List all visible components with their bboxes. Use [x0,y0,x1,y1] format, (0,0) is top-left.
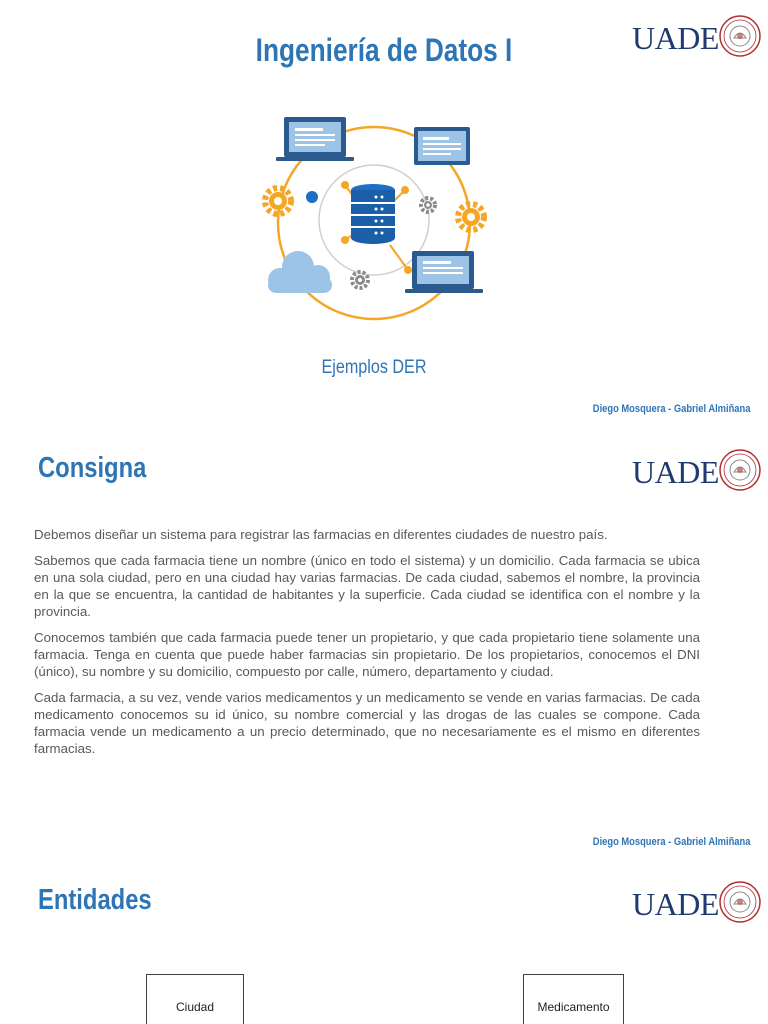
logo-text: UADE [632,886,719,922]
university-seal-icon [718,14,762,58]
paragraph: Sabemos que cada farmacia tiene un nombre (único en todo el sistema) y un domicilio. Cada farmacia se ubica en una sola ciudad, pero en una ciudad hay varias farmacias. De cada ciudad, sabemos el nombre, la provincia en la que se encuentra, la cantidad de habitantes y la superficie. Cada ciudad se identifica con el nombre y la provincia. [34,553,700,619]
uade-logo [632,880,762,934]
entity-medicamento: Medicamento [523,974,624,1024]
paragraph: Cada farmacia, a su vez, vende varios medicamentos y un medicamento se vende en varias farmacias. De cada medicamento conocemos su id único, su nombre comercial y las drogas de las cuales se compone. Cada farmacia vende un medicamento a un precio determinado, que no necesariamente es el mismo en diferentes farmacias. [34,690,700,756]
slide-title: Consigna [38,452,147,484]
university-seal-icon [718,448,762,492]
slide-entidades [0,864,768,1024]
presentation-subtitle: Ejemplos DER [321,357,427,378]
authors-footer: Diego Mosquera - Gabriel Almiñana [592,403,750,415]
paragraph: Conocemos también que cada farmacia puede tener un propietario, y que cada propietario tiene solamente una farmacia. Tenga en cuenta que puede haber farmacias sin propietario. De los propietarios, conocemos el DNI (único), su nombre y su domicilio, compuesto por calle, número, departamento y ciudad. [34,630,700,679]
university-seal-icon [718,880,762,924]
logo-text: UADE [632,454,719,490]
entity-ciudad: Ciudad [146,974,244,1024]
paragraph: Debemos diseñar un sistema para registrar las farmacias en diferentes ciudades de nuestro país. [34,527,608,542]
presentation-title: Ingeniería de Datos I [255,32,513,68]
slide-title: Entidades [38,884,152,916]
uade-logo [632,448,762,502]
database-network-icon [250,95,500,335]
consigna-text [34,526,700,766]
logo-text: UADE [632,20,719,56]
slide-title [0,0,768,432]
slide-consigna [0,432,768,864]
authors-footer: Diego Mosquera - Gabriel Almiñana [592,836,750,848]
